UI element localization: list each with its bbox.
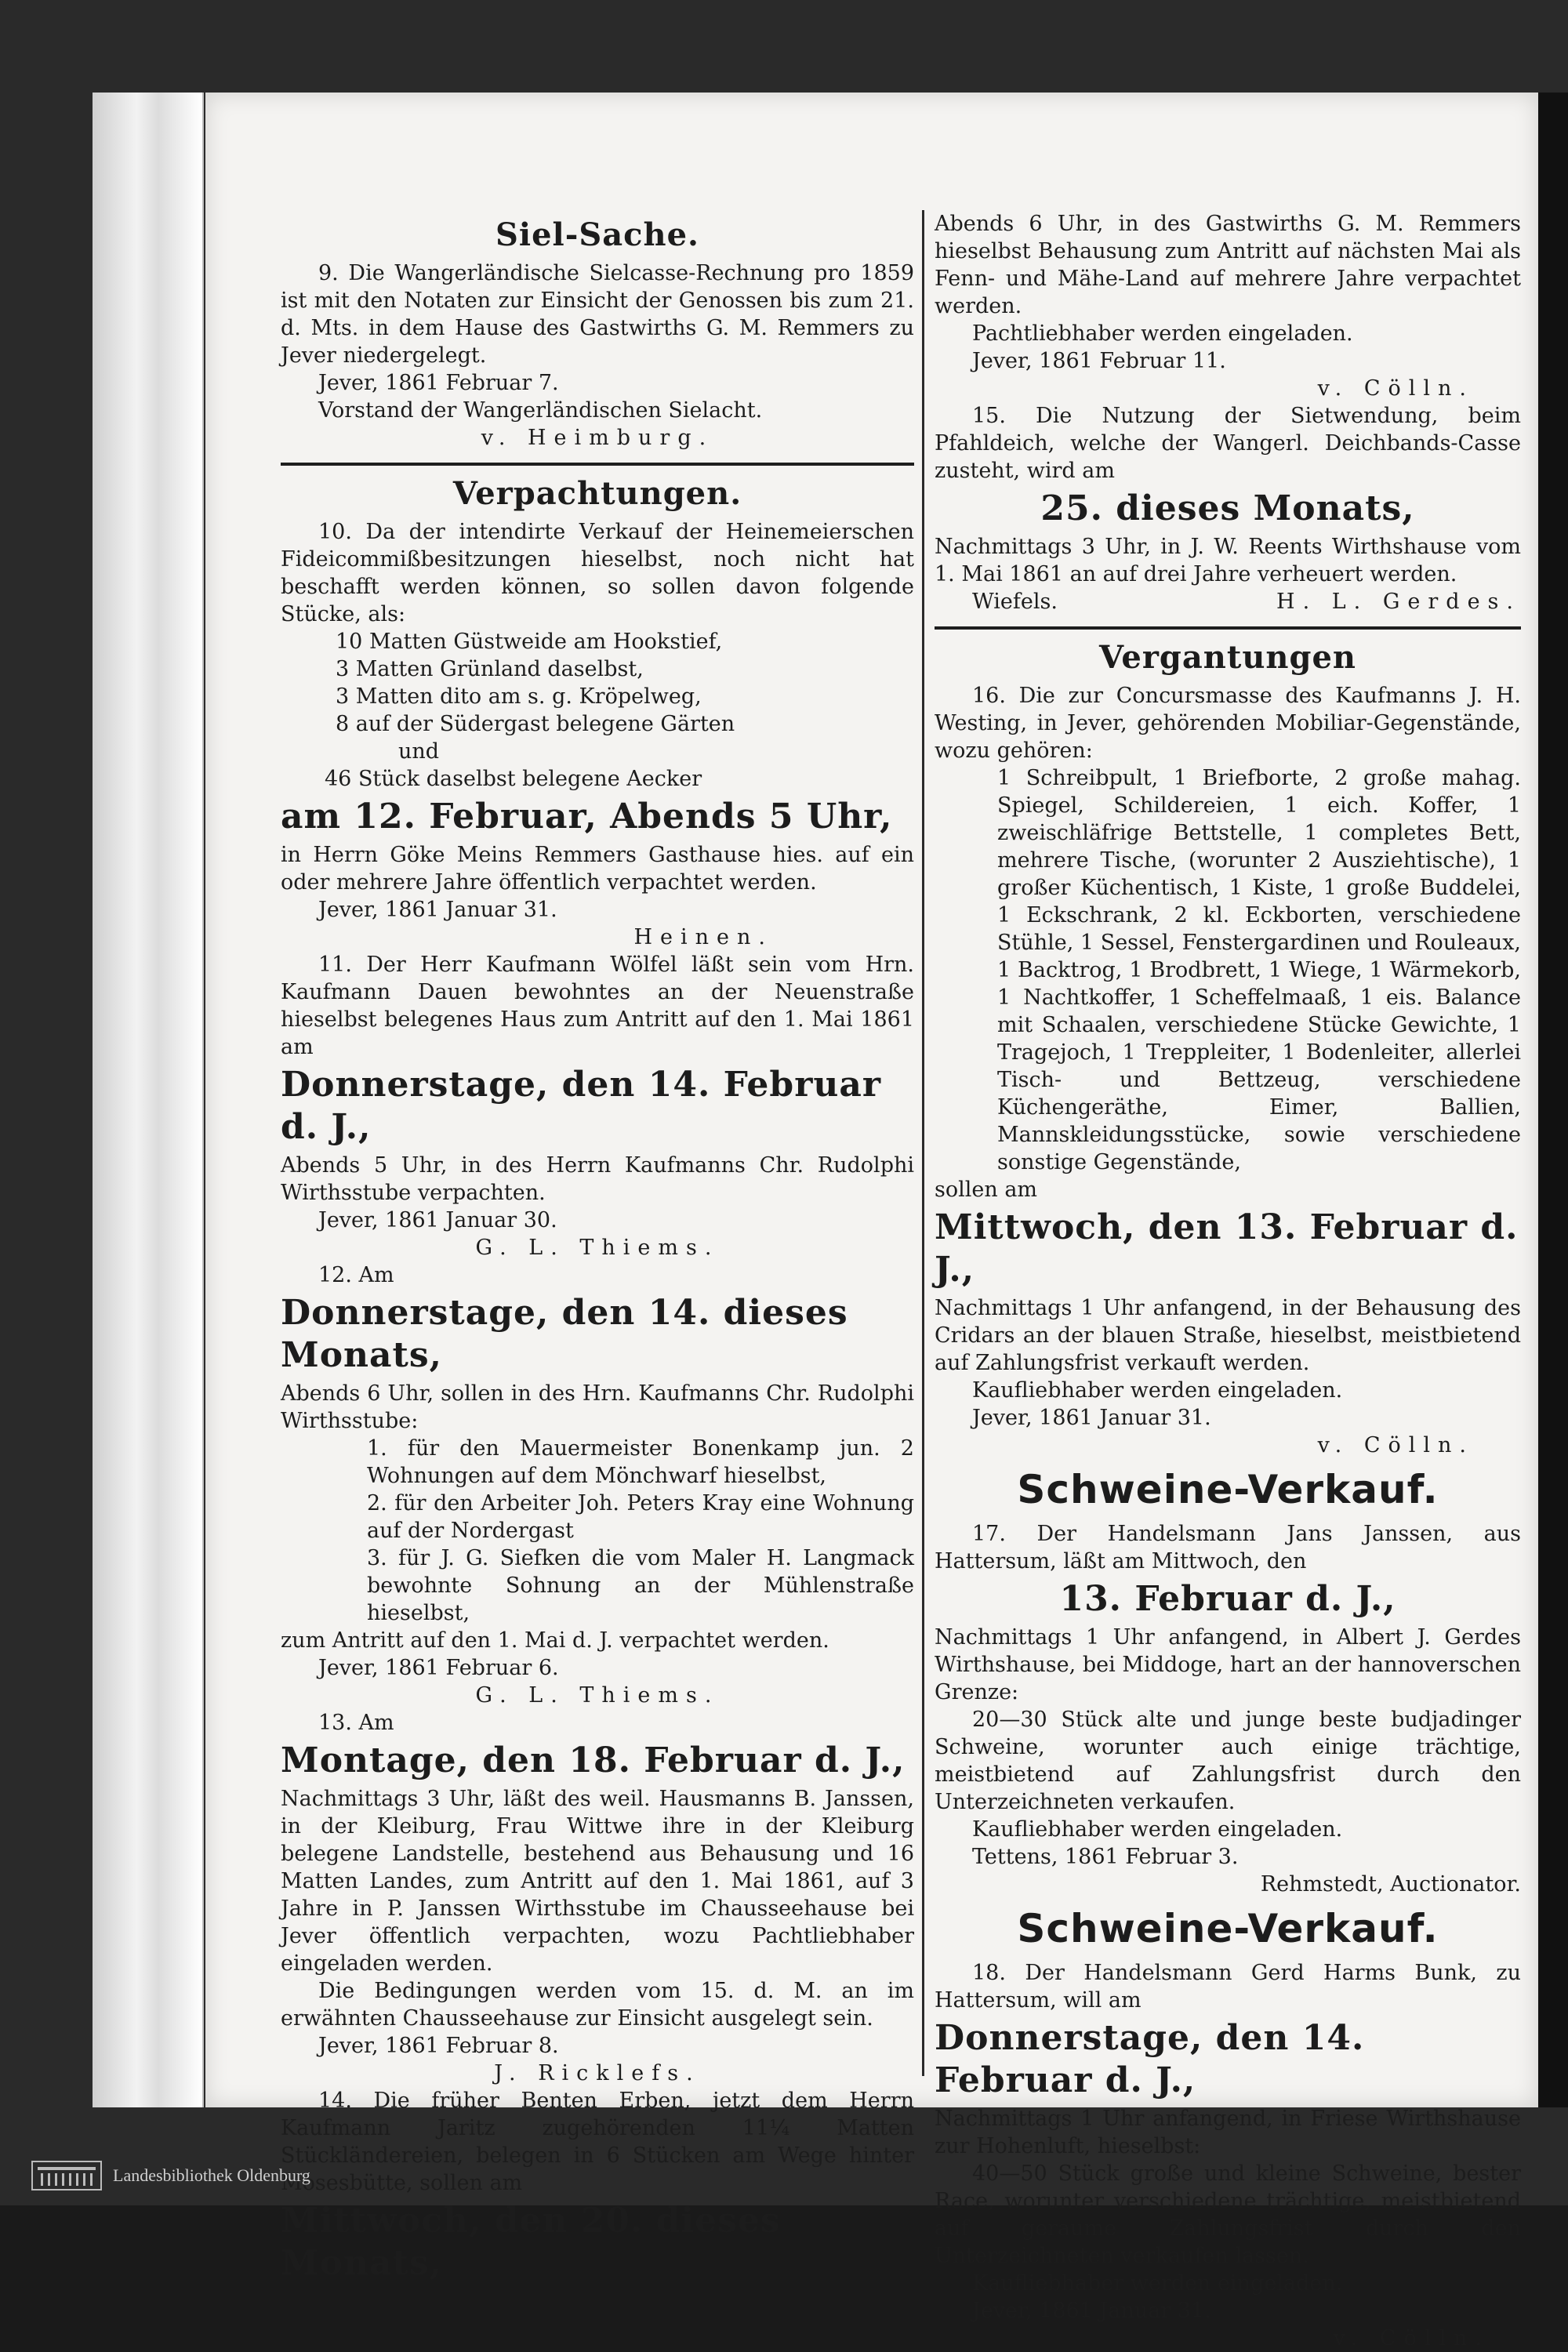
notice-11-signature: G. L. Thiems. bbox=[475, 1236, 720, 1260]
footer bbox=[31, 2160, 310, 2191]
notice-17: 17. Der Handelsmann Jans Janssen, aus Hattersum, läßt am Mittwoch, den bbox=[935, 1522, 1521, 1573]
notice-15-place: Wiefels. bbox=[972, 590, 1058, 614]
notice-10-item: und bbox=[398, 739, 440, 764]
section-title-vergantungen: Vergantungen bbox=[1099, 639, 1356, 676]
scan-right-border bbox=[1538, 93, 1568, 2107]
notice-13-intro: 13. Am bbox=[318, 1711, 394, 1735]
notice-10-item: 10 Matten Güstweide am Hookstief, bbox=[336, 630, 723, 654]
notice-16-sollen: sollen am bbox=[935, 1178, 1038, 1202]
notice-15-signature: H. L. Gerdes. bbox=[1276, 590, 1521, 614]
notice-11-tail: Abends 5 Uhr, in des Herrn Kaufmanns Chr. Rudolphi Wirthsstube verpachten. bbox=[281, 1153, 914, 1205]
notice-14-date: Jever, 1861 Februar 11. bbox=[972, 349, 1226, 373]
notice-11: 11. Der Herr Kaufmann Wölfel läßt sein vom Hrn. Kaufmann Dauen bewohntes an der Neuenstraße hieselbst belegenes Haus zum Antritt auf den 1. Mai 1861 am bbox=[281, 953, 914, 1059]
notice-9-board: Vorstand der Wangerländischen Sielacht. bbox=[318, 398, 763, 423]
section-divider bbox=[281, 463, 914, 466]
section-title-siel: Siel-Sache. bbox=[495, 216, 699, 253]
notice-13-date: Jever, 1861 Februar 8. bbox=[318, 2034, 559, 2058]
notice-10-item: 8 auf der Südergast belegene Gärten bbox=[336, 712, 735, 736]
notice-18: 18. Der Handelsmann Gerd Harms Bunk, zu Hattersum, will am bbox=[935, 1961, 1521, 2013]
notice-17-invite: Kaufliebhaber werden eingeladen. bbox=[972, 1817, 1343, 1842]
notice-18-invite: Kaufliebhaber werden eingeladen. bbox=[972, 2271, 1343, 2296]
notice-10-date-headline: am 12. Februar, Abends 5 Uhr, bbox=[281, 797, 893, 837]
notice-17-signature: Rehmstedt, Auctionator. bbox=[1260, 1872, 1521, 1896]
library-building-icon bbox=[31, 2161, 102, 2190]
section-divider bbox=[935, 626, 1521, 630]
notice-14-date-headline: Mittwoch, den 20. dieses Monats, bbox=[281, 2201, 781, 2283]
notice-10-signature: Heinen. bbox=[633, 925, 773, 949]
notice-18-date-headline: Donnerstage, den 14. Februar d. J., bbox=[935, 2018, 1365, 2100]
notice-13: Nachmittags 3 Uhr, läßt des weil. Hausmanns B. Janssen, in der Kleiburg, Frau Wittwe ihre in der Kleiburg belegene Landstelle, bestehend aus Behausung und 16 Matten Landes, zum Antritt auf den 1. Mai 1861, auf 3 Jahre in P. Janssen Wirthsstube im Chausseehause bei Jever öffentlich verpachten, wozu Pachtliebhaber eingeladen werden. bbox=[281, 1787, 914, 1976]
notice-12-item: 2. für den Arbeiter Joh. Peters Kray eine Wohnung auf der Nordergast bbox=[367, 1491, 914, 1543]
notice-13-signature: J. Ricklefs. bbox=[494, 2061, 701, 2085]
notice-14-signature: v. Cölln. bbox=[1317, 376, 1474, 401]
notice-18-date: Jever, 1861 Januar 31. bbox=[972, 2299, 1211, 2323]
column-divider bbox=[922, 210, 924, 2076]
notice-12-intro: 12. Am bbox=[318, 1263, 394, 1287]
notice-18-goods: 40—50 Stück große und kleine Schweine, bester Race, worunter verschiedene trächtige, meistbietend auf geraume Zahlungsfrist durch den Unterzeichneten verkaufen lassen. bbox=[935, 2161, 1521, 2268]
notice-18-signature: v. Cölln. bbox=[1333, 2326, 1490, 2350]
notice-12-tail: zum Antritt auf den 1. Mai d. J. verpachtet werden. bbox=[281, 1628, 829, 1653]
notice-10-date: Jever, 1861 Januar 31. bbox=[318, 898, 557, 922]
notice-16-items: 1 Schreibpult, 1 Briefborte, 2 große mahag. Spiegel, Schildereien, 1 eich. Koffer, 1 zweischläfrige Bettstelle, 1 completes Bett, mehrere Tische, (worunter 2 Ausziehtische), 1 großer Küchentisch, 1 Kiste, 1 große Buddelei, 1 Eckschrank, 2 kl. Eckborten, verschiedene Stühle, 1 Sessel, Fenstergardinen und Rouleaux, 1 Backtrog, 1 Brodbrett, 1 Wiege, 1 Wärmekorb, 1 Nachtkoffer, 1 Scheffelmaaß, 1 eis. Balance mit Schaalen, verschiedene Stücke Gewichte, 1 Tragejoch, 1 Treppleiter, 1 Bodenleiter, allerlei Tisch- und Bettzeug, verschiedene Küchengeräthe, Eimer, Ballien, Mannskleidungsstücke, sowie verschiedene sonstige Gegenstände, bbox=[997, 766, 1521, 1174]
left-column bbox=[281, 210, 914, 2288]
notice-10-item: 46 Stück daselbst belegene Aecker bbox=[325, 767, 702, 791]
notice-11-date: Jever, 1861 Januar 30. bbox=[318, 1208, 557, 1232]
notice-12-item: 1. für den Mauermeister Bonenkamp jun. 2 Wohnungen auf dem Mönchwarf hieselbst, bbox=[367, 1436, 914, 1488]
notice-12-date: Jever, 1861 Februar 6. bbox=[318, 1656, 559, 1680]
notice-17-goods: 20—30 Stück alte und junge beste budjadinger Schweine, worunter auch einige trächtige, meistbietend auf Zahlungsfrist durch den Unterzeichneten verkaufen. bbox=[935, 1708, 1521, 1814]
notice-10: 10. Da der intendirte Verkauf der Heinemeierschen Fideicommißbesitzungen hieselbst, noch nicht hat beschafft werden können, so sollen davon folgende Stücke, als: bbox=[281, 520, 914, 626]
notice-17-date: Tettens, 1861 Februar 3. bbox=[972, 1845, 1239, 1869]
notice-17-date-headline: 13. Februar d. J., bbox=[1059, 1579, 1396, 1619]
notice-16-signature: v. Cölln. bbox=[1317, 1433, 1474, 1457]
notice-17-tail: Nachmittags 1 Uhr anfangend, in Albert J. Gerdes Wirthshause, bei Middoge, hart an der hannoverschen Grenze: bbox=[935, 1625, 1521, 1704]
notice-11-date-headline: Donnerstage, den 14. Februar d. J., bbox=[281, 1065, 882, 1147]
notice-15: 15. Die Nutzung der Sietwendung, beim Pfahldeich, welche der Wangerl. Deichbands-Casse zusteht, wird am bbox=[935, 404, 1521, 483]
notice-12: Abends 6 Uhr, sollen in des Hrn. Kaufmanns Chr. Rudolphi Wirthsstube: bbox=[281, 1381, 914, 1433]
notice-14: 14. Die früher Benten Erben, jetzt dem Herrn Kaufmann Jaritz zugehörenden 11¼ Matten Stückländereien, belegen in 6 Stücken am Wege hinter Mosesbütte, sollen am bbox=[281, 2089, 914, 2195]
notice-12-signature: G. L. Thiems. bbox=[475, 1683, 720, 1708]
notice-14-invite: Pachtliebhaber werden eingeladen. bbox=[972, 321, 1353, 346]
section-title-schweine-verkauf-1: Schweine-Verkauf. bbox=[1017, 1467, 1439, 1512]
notice-13-conditions: Die Bedingungen werden vom 15. d. M. an im erwähnten Chausseehause zur Einsicht ausgelegt sein. bbox=[281, 1979, 914, 2031]
right-column bbox=[935, 210, 1521, 2352]
section-title-schweine-verkauf-2: Schweine-Verkauf. bbox=[1017, 1906, 1439, 1951]
notice-15-date-headline: 25. dieses Monats, bbox=[1040, 488, 1415, 528]
notice-14-continued: Abends 6 Uhr, in des Gastwirths G. M. Remmers hieselbst Behausung zum Antritt auf nächsten Mai als Fenn- und Mähe-Land auf mehrere Jahre verpachtet werden. bbox=[935, 212, 1521, 318]
notice-16-date-headline: Mittwoch, den 13. Februar d. J., bbox=[935, 1207, 1519, 1290]
notice-16-invite: Kaufliebhaber werden eingeladen. bbox=[972, 1378, 1343, 1403]
notice-13-date-headline: Montage, den 18. Februar d. J., bbox=[281, 1740, 906, 1780]
section-title-verpachtungen: Verpachtungen. bbox=[452, 475, 742, 512]
notice-15-tail: Nachmittags 3 Uhr, in J. W. Reents Wirthshause vom 1. Mai 1861 an auf drei Jahre verheuert werden. bbox=[935, 535, 1521, 586]
notice-12-date-headline: Donnerstage, den 14. dieses Monats, bbox=[281, 1293, 848, 1375]
notice-12-item: 3. für J. G. Siefken die vom Maler H. Langmack bewohnte Sohnung an der Mühlenstraße hieselbst, bbox=[367, 1546, 914, 1625]
notice-10-tail: in Herrn Göke Meins Remmers Gasthause hies. auf ein oder mehrere Jahre öffentlich verpachtet werden. bbox=[281, 843, 914, 895]
notice-16-tail: Nachmittags 1 Uhr anfangend, in der Behausung des Cridars an der blauen Straße, hieselbst, meistbietend auf Zahlungsfrist verkauft werden. bbox=[935, 1296, 1521, 1375]
notice-10-item: 3 Matten dito am s. g. Kröpelweg, bbox=[336, 684, 702, 709]
notice-9-date: Jever, 1861 Februar 7. bbox=[318, 371, 559, 395]
book-page-edges bbox=[93, 93, 204, 2107]
notice-16-date: Jever, 1861 Januar 31. bbox=[972, 1406, 1211, 1430]
notice-10-item: 3 Matten Grünland daselbst, bbox=[336, 657, 644, 681]
library-name: Landesbibliothek Oldenburg bbox=[113, 2165, 310, 2185]
notice-16: 16. Die zur Concursmasse des Kaufmanns J. H. Westing, in Jever, gehörenden Mobiliar-Gegenstände, wozu gehören: bbox=[935, 684, 1521, 763]
notice-9-signature: v. Heimburg. bbox=[481, 426, 714, 450]
notice-9: 9. Die Wangerländische Sielcasse-Rechnung pro 1859 ist mit den Notaten zur Einsicht der Genossen bis zum 21. d. Mts. in dem Hause des Gastwirths G. M. Remmers zu Jever niedergelegt. bbox=[281, 261, 914, 368]
notice-18-tail: Nachmittags 1 Uhr anfangend, in Friese Wirthshause zur Hohenluft, hieselbst: bbox=[935, 2107, 1521, 2158]
